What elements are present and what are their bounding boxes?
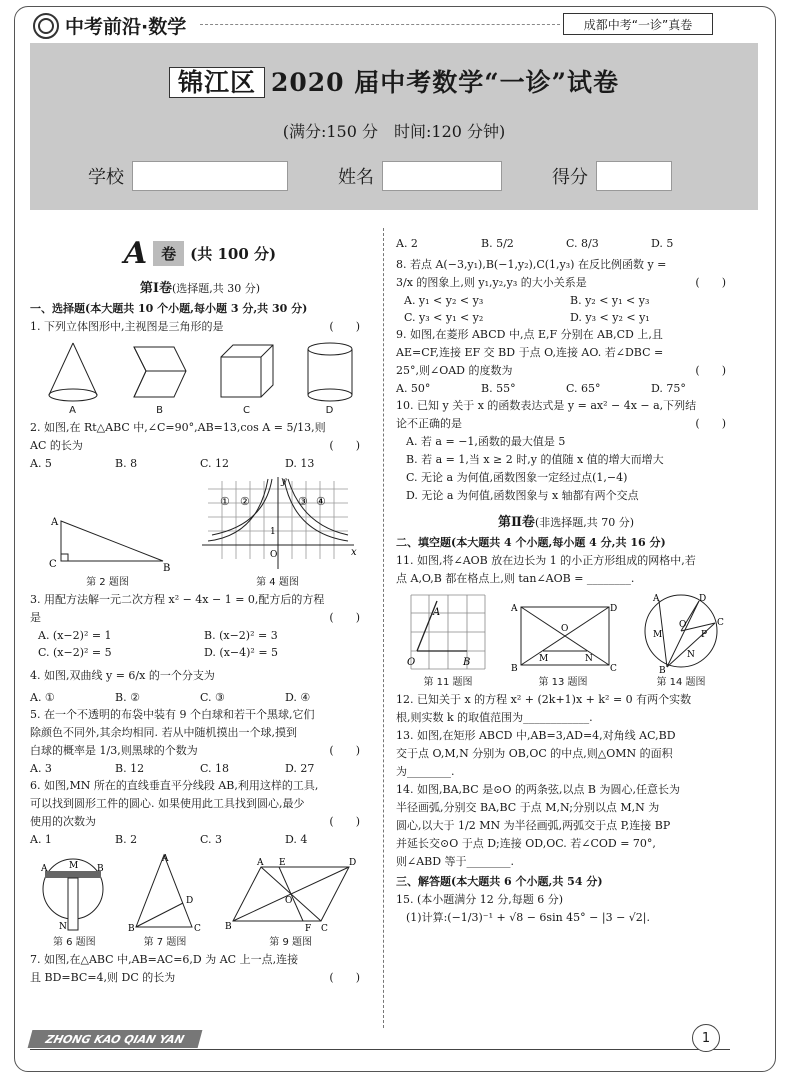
q1-label-c: C: [243, 405, 250, 416]
question-6: [30, 777, 370, 795]
q7-paren: ( ): [329, 971, 360, 984]
q2-paren: ( ): [329, 439, 360, 452]
fig9-label-c: C: [320, 924, 328, 934]
q1-label-d: D: [325, 405, 334, 416]
figure-14: [637, 591, 725, 688]
q12-stem: 12. 已知关于 x 的方程 x² + (2k+1)x + k² = 0 有两个实数: [396, 693, 692, 706]
q5-option-d[interactable]: D. 27: [285, 762, 315, 775]
question-6-cont2: [30, 813, 370, 831]
score-input[interactable]: [596, 161, 672, 191]
q5-option-b[interactable]: B. 12: [115, 762, 145, 775]
fig7-label-d: D: [185, 896, 194, 906]
fig7-caption: 第 7 题图: [143, 937, 187, 948]
q7-option-b[interactable]: B. 5/2: [481, 237, 514, 250]
question-14-cont: [396, 799, 736, 817]
figure-2: [43, 515, 173, 588]
q2-q4-figures: [30, 475, 370, 588]
question-11-cont: [396, 570, 736, 588]
part-a-score: (共 100 分): [190, 245, 277, 263]
q10-option-b[interactable]: B. 若 a = 1,当 x ≥ 2 时,y 的值随 x 值的增大而增大: [406, 453, 664, 466]
choice-heading: 一、选择题(本大题共 10 个小题,每小题 3 分,共 30 分): [30, 302, 308, 315]
q4-option-c[interactable]: C. ③: [200, 691, 225, 704]
fig9-label-d: D: [348, 858, 356, 868]
q5-stem3: 白球的概率是 1/3,则黑球的个数为: [30, 744, 198, 757]
q12-stem2: 根,则实数 k 的取值范围为____________.: [396, 711, 593, 724]
q7-option-d[interactable]: D. 5: [651, 237, 674, 250]
fig4-curve-4: ④: [315, 495, 326, 508]
question-6-cont: [30, 795, 370, 813]
q4-options: [30, 689, 370, 706]
question-13-cont: [396, 745, 736, 763]
fig13-label-b: B: [511, 664, 518, 674]
fig4-curve-1: ①: [219, 495, 230, 508]
q5-paren: ( ): [329, 744, 360, 757]
q1-figure-prism: [128, 339, 192, 416]
q3-options: [30, 627, 370, 661]
fig2-label-a: A: [50, 517, 58, 528]
solve-heading: 三、解答题(本大题共 6 个小题,共 54 分): [396, 875, 603, 888]
fig6-label-n: N: [59, 922, 68, 932]
fig11-label-b: B: [463, 657, 471, 668]
part-a-heading: [30, 236, 370, 271]
q1-figure-cone: [43, 339, 103, 416]
score-label: 得分: [552, 167, 588, 188]
q5-option-a[interactable]: A. 3: [30, 762, 52, 775]
q2-option-c[interactable]: C. 12: [200, 457, 230, 470]
header-dashline: [200, 24, 560, 25]
question-10-cont: [396, 415, 736, 433]
figure-7: [128, 851, 202, 948]
section-1-note: (选择题,共 30 分): [172, 282, 261, 295]
q10-paren: ( ): [695, 417, 726, 430]
fig13-label-m: M: [539, 654, 549, 664]
q7-options: [396, 232, 736, 256]
fig4-origin: O: [269, 550, 277, 560]
q1-paren: ( ): [329, 320, 360, 333]
q6-option-a[interactable]: A. 1: [30, 833, 52, 846]
question-14-cont4: [396, 853, 736, 871]
fig11-caption: 第 11 题图: [423, 677, 473, 688]
q4-option-d[interactable]: D. ④: [285, 691, 311, 704]
q9-stem3: 25°,则∠OAD 的度数为: [396, 364, 513, 377]
question-8: [396, 256, 736, 274]
q3-option-d[interactable]: D. (x−4)² = 5: [204, 646, 279, 659]
q11-q14-figures: [396, 591, 736, 688]
section-2-heading: [396, 511, 736, 530]
q4-option-a[interactable]: A. ①: [30, 691, 55, 704]
fig4-caption: 第 4 题图: [256, 577, 299, 588]
info-fields: [88, 161, 672, 191]
section-2-title: 第Ⅱ卷: [497, 515, 535, 530]
fig14-label-a: A: [653, 594, 660, 604]
fig6-label-m: M: [69, 861, 79, 871]
question-12-cont: [396, 709, 736, 727]
q6-option-c[interactable]: C. 3: [200, 833, 223, 846]
figure-11: [407, 591, 489, 688]
q8-option-a[interactable]: A. y₁ < y₂ < y₃: [404, 294, 484, 307]
school-label: 学校: [88, 167, 124, 188]
footer-tag: ZHONG KAO QIAN YAN: [28, 1030, 203, 1048]
q8-option-b[interactable]: B. y₂ < y₁ < y₃: [570, 294, 650, 307]
question-7-cont: [30, 969, 370, 987]
q9-option-b[interactable]: B. 55°: [481, 382, 516, 395]
q6-paren: ( ): [329, 815, 360, 828]
fig9-label-f: F: [304, 924, 311, 934]
q7-option-a[interactable]: A. 2: [396, 237, 418, 250]
q14-stem2: 半径画弧,分别交 BA,BC 于点 M,N;分别以点 M,N 为: [396, 801, 660, 814]
section-1-title: 第Ⅰ卷: [139, 281, 172, 296]
question-3: [30, 591, 370, 609]
fig9-caption: 第 9 题图: [269, 937, 312, 948]
part-a-label: 卷: [153, 241, 184, 266]
q9-stem2: AE=CF,连接 EF 交 BD 于点 O,连接 AO. 若∠DBC =: [396, 346, 664, 359]
question-10: [396, 397, 736, 415]
fig6-label-a: A: [41, 864, 48, 874]
question-15-part1: [396, 909, 736, 927]
fig7-label-c: C: [193, 924, 201, 934]
brand: [33, 12, 186, 39]
fig13-label-n: N: [585, 654, 593, 664]
fig4-y-label: y: [280, 476, 287, 487]
q6-option-b[interactable]: B. 2: [115, 833, 138, 846]
q8-stem2: 3/x 的图象上,则 y₁,y₂,y₃ 的大小关系是: [396, 276, 587, 289]
q14-stem3: 圆心,以大于 1/2 MN 为半径画弧,两弧交于点 P,连接 BP: [396, 819, 671, 832]
name-label: 姓名: [338, 167, 374, 188]
q9-option-c[interactable]: C. 65°: [566, 382, 601, 395]
right-column: [396, 232, 736, 927]
q3-stem: 3. 用配方法解一元二次方程 x² − 4x − 1 = 0,配方后的方程: [30, 593, 325, 606]
q9-stem: 9. 如图,在菱形 ABCD 中,点 E,F 分别在 AB,CD 上,且: [396, 328, 663, 341]
district: 锦江区: [169, 67, 265, 98]
fig2-label-c: C: [48, 559, 57, 570]
fig11-label-a: A: [433, 607, 441, 618]
question-13-cont2: [396, 763, 736, 781]
q6-stem2: 可以找到圆形工件的圆心. 如果使用此工具找到圆心,最少: [30, 797, 305, 810]
fig13-label-d: D: [610, 604, 618, 614]
fig9-label-b: B: [224, 922, 232, 932]
q5-stem2: 除颜色不同外,其余均相同. 若从中随机摸出一个球,摸到: [30, 726, 297, 739]
q7-stem: 7. 如图,在△ABC 中,AB=AC=6,D 为 AC 上一点,连接: [30, 953, 299, 966]
question-11: [396, 552, 736, 570]
q6-q9-figures: [30, 851, 370, 948]
q11-stem2: 点 A,O,B 都在格点上,则 tan∠AOB = ________.: [396, 572, 635, 585]
q6-options: [30, 831, 370, 848]
q1-figures: [30, 339, 370, 416]
q2-option-b[interactable]: B. 8: [115, 457, 138, 470]
header-tag: 成都中考“一诊”真卷: [563, 13, 713, 35]
fig2-label-b: B: [162, 563, 170, 574]
q1-stem: 1. 下列立体图形中,主视图是三角形的是: [30, 320, 224, 333]
q3-option-a[interactable]: A. (x−2)² = 1: [38, 629, 112, 642]
school-input[interactable]: [132, 161, 288, 191]
fig14-label-d: D: [699, 594, 707, 604]
fig14-label-c: C: [717, 618, 724, 628]
q5-stem: 5. 在一个不透明的布袋中装有 9 个白球和若干个黑球,它们: [30, 708, 315, 721]
q9-options: [396, 380, 736, 397]
question-5-cont2: [30, 742, 370, 760]
question-4: [30, 667, 370, 685]
question-9: [396, 326, 736, 344]
fig7-label-b: B: [127, 924, 135, 934]
fig4-one: 1: [269, 527, 276, 537]
exam-title-main: 2020 届中考数学“一诊”试卷: [270, 68, 620, 97]
q6-stem: 6. 如图,MN 所在的直线垂直平分线段 AB,利用这样的工具,: [30, 779, 319, 792]
question-7: [30, 951, 370, 969]
question-14: [396, 781, 736, 799]
q4-stem: 4. 如图,双曲线 y = 6/x 的一个分支为: [30, 669, 215, 682]
figure-13: [511, 601, 618, 688]
question-14-cont3: [396, 835, 736, 853]
q8-stem: 8. 若点 A(−3,y₁),B(−1,y₂),C(1,y₃) 在反比例函数 y =: [396, 258, 667, 271]
q13-stem: 13. 如图,在矩形 ABCD 中,AB=3,AD=4,对角线 AC,BD: [396, 729, 676, 742]
fig14-label-m: M: [653, 630, 663, 640]
question-9-cont2: [396, 362, 736, 380]
q2-stem: 2. 如图,在 Rt△ABC 中,∠C=90°,AB=13,cos A = 5/13,则: [30, 421, 326, 434]
q2-option-a[interactable]: A. 5: [30, 457, 52, 470]
fig13-label-a: A: [511, 604, 518, 614]
fig4-curve-3: ③: [297, 495, 308, 508]
q5-options: [30, 760, 370, 777]
fig13-caption: 第 13 题图: [538, 677, 588, 688]
exam-title: [30, 63, 758, 99]
question-15: [396, 891, 736, 909]
fig13-label-o: O: [561, 624, 569, 634]
question-2: [30, 419, 370, 437]
figure-6: [39, 851, 109, 948]
q10-stem2: 论不正确的是: [396, 417, 462, 430]
question-14-cont2: [396, 817, 736, 835]
fig6-caption: 第 6 题图: [52, 937, 96, 948]
name-input[interactable]: [382, 161, 502, 191]
fig14-label-o: O: [679, 620, 687, 630]
q7-stem2: 且 BD=BC=4,则 DC 的长为: [30, 971, 176, 984]
q11-stem: 11. 如图,将∠AOB 放在边长为 1 的小正方形组成的网格中,若: [396, 554, 696, 567]
q10-option-a[interactable]: A. 若 a = −1,函数的最大值是 5: [406, 435, 566, 448]
figure-4: [198, 475, 358, 588]
q3-stem2: 是: [30, 611, 41, 624]
q2-stem2: AC 的长为: [30, 439, 83, 452]
q10-stem: 10. 已知 y 关于 x 的函数表达式是 y = ax² − 4x − a,下列结: [396, 399, 697, 412]
q1-label-b: B: [156, 405, 163, 416]
fig7-label-a: A: [161, 854, 169, 864]
section-2-note: (非选择题,共 70 分): [534, 516, 635, 529]
page-number: 1: [692, 1024, 720, 1052]
q1-figure-cylinder: [302, 339, 358, 416]
fig14-label-n: N: [687, 650, 695, 660]
q15-stem: 15. (本小题满分 12 分,每题 6 分): [396, 893, 564, 906]
section-1-heading: [30, 277, 370, 296]
q9-option-a[interactable]: A. 50°: [396, 382, 431, 395]
question-9-cont: [396, 344, 736, 362]
fig14-caption: 第 14 题图: [656, 677, 706, 688]
q2-options: [30, 455, 370, 472]
footer-bar: [30, 1028, 730, 1050]
question-2-cont: [30, 437, 370, 455]
fig9-label-o: O: [284, 896, 293, 906]
q8-paren: ( ): [695, 276, 726, 289]
question-8-cont: [396, 274, 736, 292]
part-a-letter: A: [123, 236, 148, 271]
question-5: [30, 706, 370, 724]
fig4-x-label: x: [350, 547, 357, 558]
exam-subtitle: (满分:150 分 时间:120 分钟): [282, 122, 506, 141]
fig9-label-e: E: [278, 858, 286, 868]
column-divider: [383, 228, 384, 1028]
fig2-caption: 第 2 题图: [86, 577, 129, 588]
brand-logo-icon: [33, 13, 59, 39]
q2-option-d[interactable]: D. 13: [285, 457, 315, 470]
q13-stem3: 为________.: [396, 765, 455, 778]
q3-paren: ( ): [329, 611, 360, 624]
fig13-label-c: C: [610, 664, 617, 674]
q6-option-d[interactable]: D. 4: [285, 833, 308, 846]
fig14-label-p: P: [701, 630, 708, 640]
q13-stem2: 交于点 O,M,N 分别为 OB,OC 的中点,则△OMN 的面积: [396, 747, 673, 760]
q8-option-d[interactable]: D. y₃ < y₂ < y₁: [570, 311, 650, 324]
question-1: [30, 318, 370, 336]
question-12: [396, 691, 736, 709]
q8-option-c[interactable]: C. y₃ < y₁ < y₂: [404, 311, 484, 324]
q7-option-c[interactable]: C. 8/3: [566, 237, 599, 250]
q1-figure-cube: [217, 339, 277, 416]
question-3-cont: [30, 609, 370, 627]
fig11-label-o: O: [407, 657, 416, 668]
q3-option-b[interactable]: B. (x−2)² = 3: [204, 629, 278, 642]
q14-stem4: 并延长交⊙O 于点 D;连接 OD,OC. 若∠COD = 70°,: [396, 837, 656, 850]
q3-option-c[interactable]: C. (x−2)² = 5: [38, 646, 112, 659]
fig14-label-b: B: [659, 666, 666, 676]
q14-stem5: 则∠ABD 等于________.: [396, 855, 515, 868]
q14-stem: 14. 如图,BA,BC 是⊙O 的两条弦,以点 B 为圆心,任意长为: [396, 783, 681, 796]
left-column: [30, 232, 370, 987]
q1-label-a: A: [69, 405, 76, 416]
q10-option-d[interactable]: D. 无论 a 为何值,函数图象与 x 轴都有两个交点: [406, 489, 639, 502]
fig9-label-a: A: [256, 858, 264, 868]
title-band: [30, 43, 758, 210]
question-13: [396, 727, 736, 745]
figure-9: [221, 857, 361, 948]
q9-option-d[interactable]: D. 75°: [651, 382, 686, 395]
q4-option-b[interactable]: B. ②: [115, 691, 140, 704]
q9-paren: ( ): [695, 364, 726, 377]
q10-option-c[interactable]: C. 无论 a 为何值,函数图象一定经过点(1,−4): [406, 471, 628, 484]
q5-option-c[interactable]: C. 18: [200, 762, 230, 775]
fig6-label-b: B: [97, 864, 104, 874]
q6-stem3: 使用的次数为: [30, 815, 96, 828]
brand-text: 中考前沿·数学: [65, 16, 187, 38]
fill-heading: 二、填空题(本大题共 4 个小题,每小题 4 分,共 16 分): [396, 536, 666, 549]
question-5-cont: [30, 724, 370, 742]
q15-part1-text: (1)计算:(−1/3)⁻¹ + √8 − 6sin 45° − |3 − √2|.: [406, 911, 651, 924]
q8-options: [396, 292, 736, 326]
fig4-curve-2: ②: [239, 495, 250, 508]
